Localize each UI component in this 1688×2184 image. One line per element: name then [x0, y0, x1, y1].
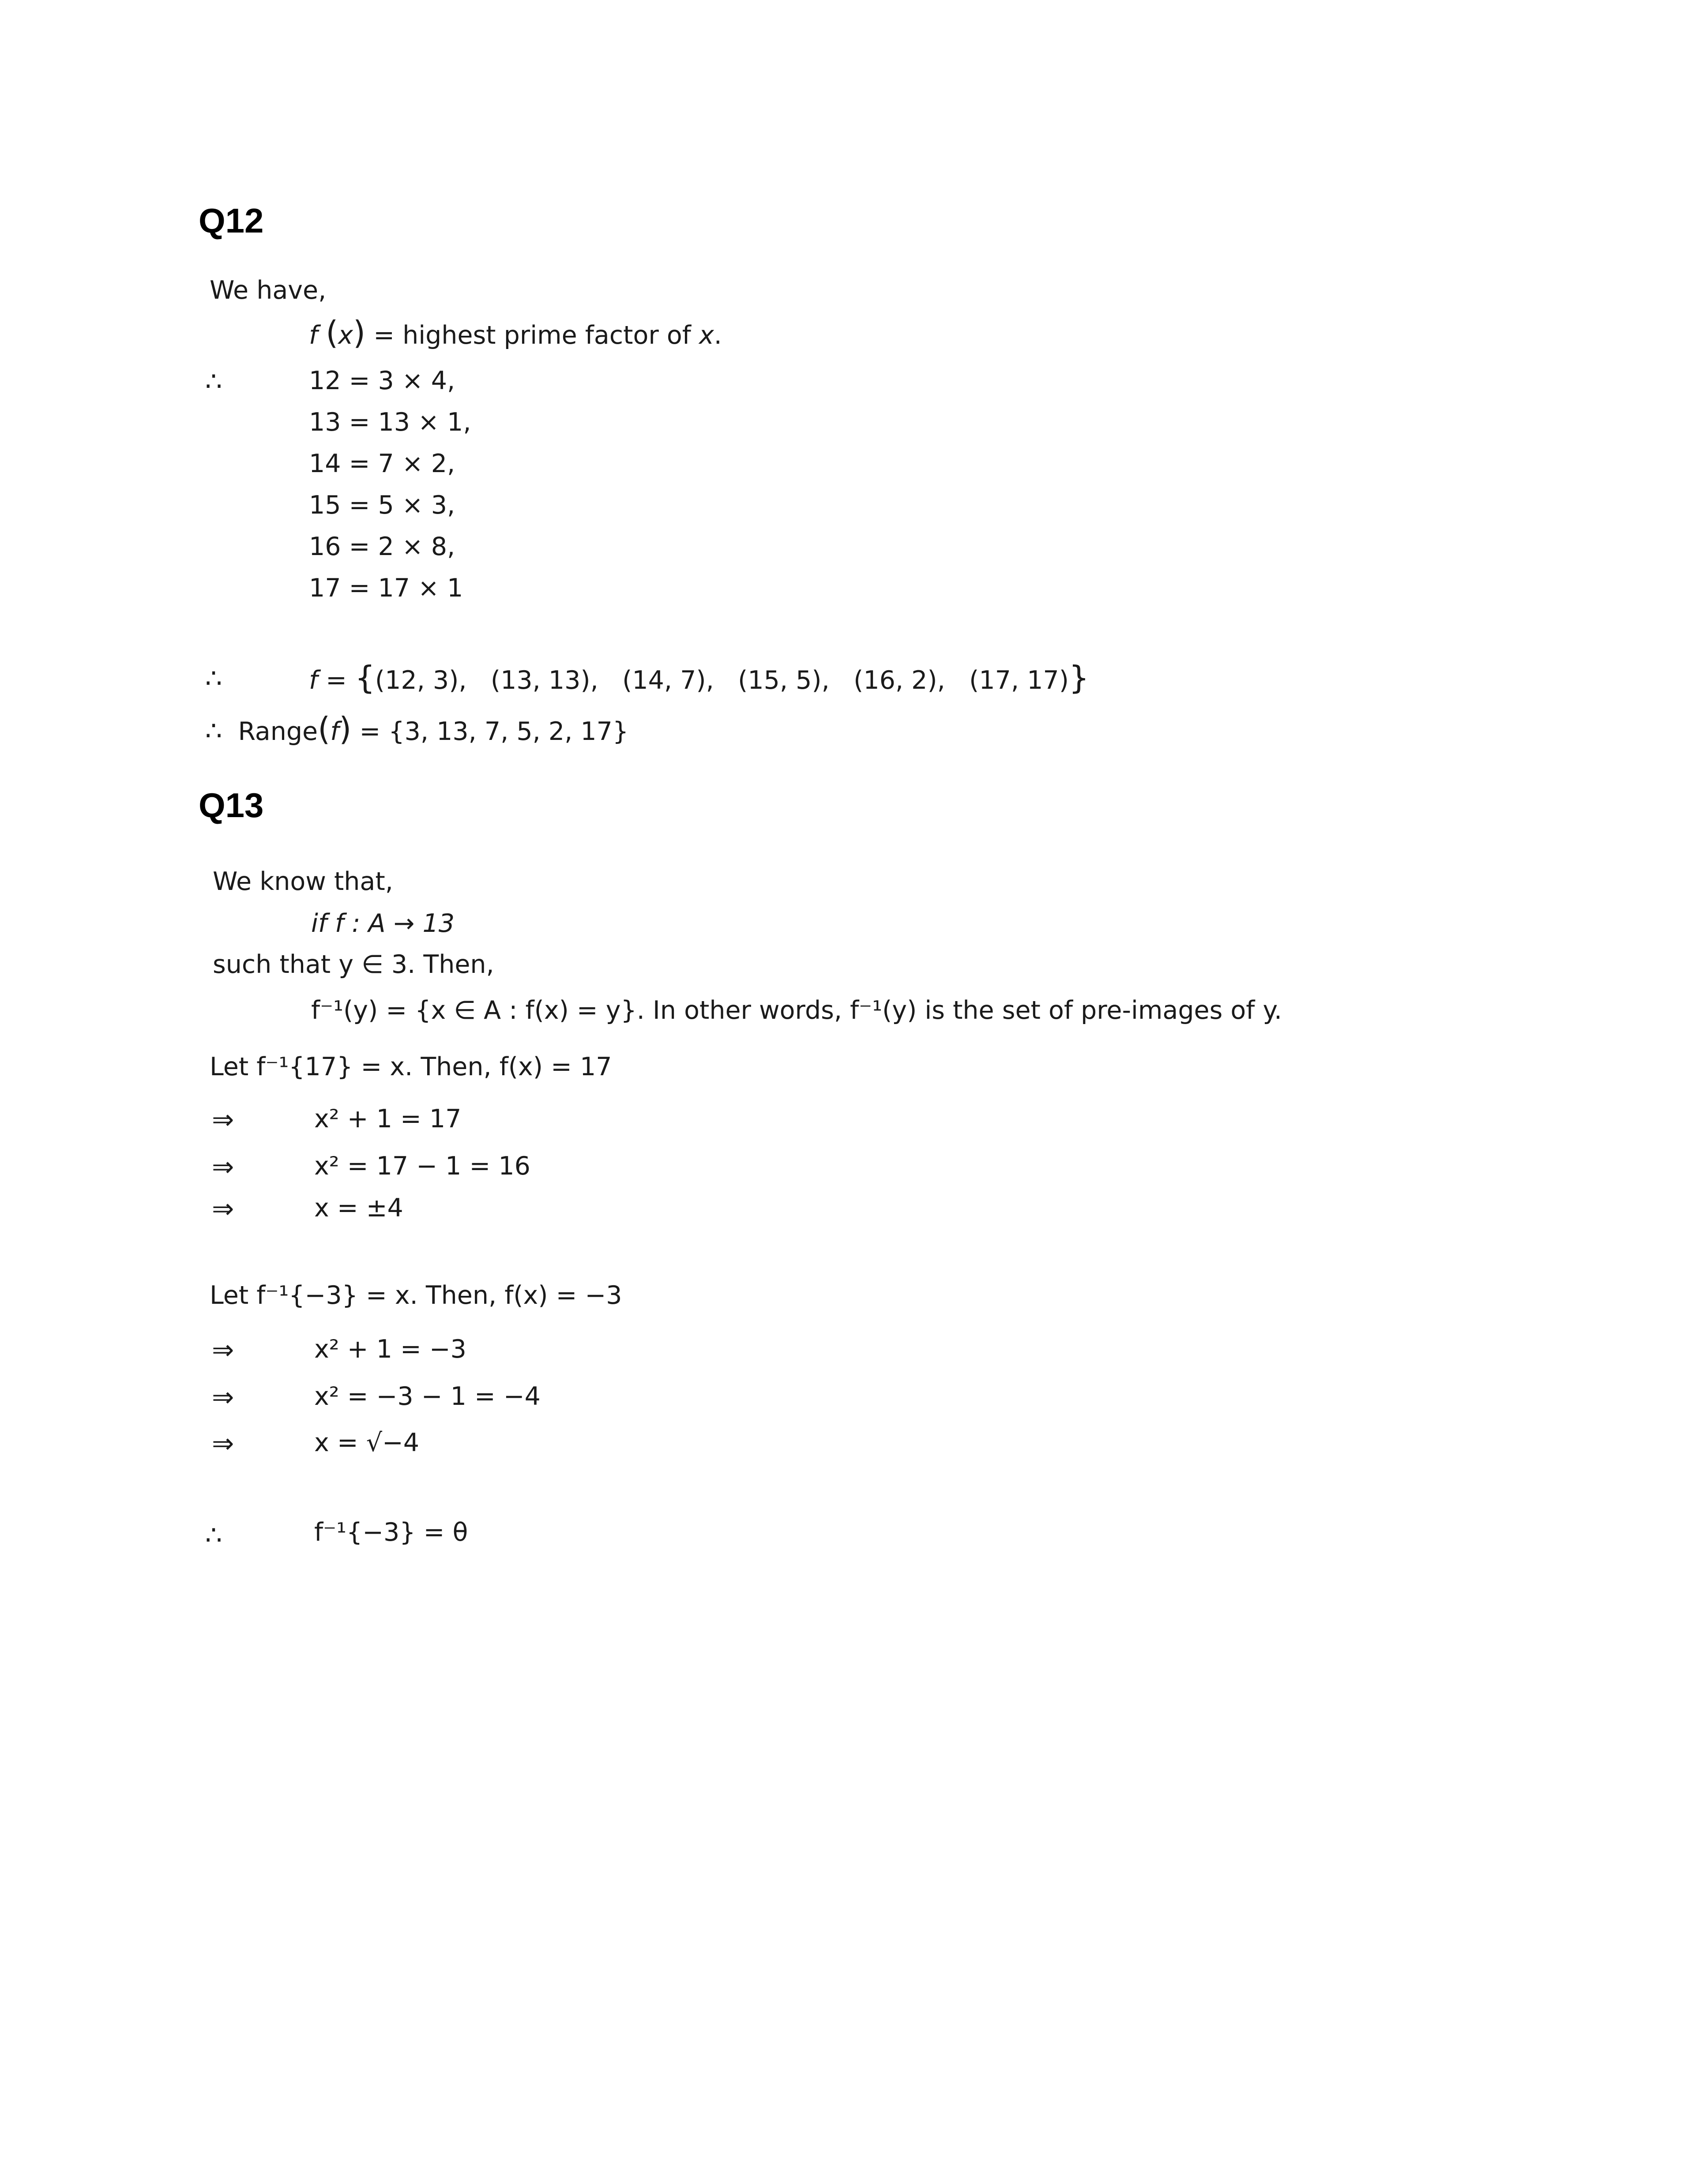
- q12-def-x2: x: [699, 321, 714, 350]
- q13-implies-symbol: ⇒: [212, 1152, 234, 1182]
- q12-range-line: ∴ Range(f) = {3, 13, 7, 5, 2, 17}: [205, 710, 629, 747]
- q13-if-line: if f : A → 13: [311, 909, 455, 938]
- q13-implies-symbol: ⇒: [212, 1193, 234, 1224]
- q12-function-pairs: f = {(12, 3), (13, 13), (14, 7), (15, 5), (16, 2), (17, 17)}: [309, 659, 1089, 696]
- q12-function-definition: f (x) = highest prime factor of x.: [309, 314, 722, 351]
- q12-factorization: 16 = 2 × 8,: [309, 532, 455, 561]
- q12-heading: Q12: [199, 201, 264, 240]
- q12-pair: (12, 3),: [375, 666, 467, 695]
- q13-therefore-symbol: ∴: [205, 1520, 222, 1551]
- q12-def-end: .: [714, 321, 722, 350]
- q12-pair: (13, 13),: [490, 666, 598, 695]
- q13-inverse-definition: f⁻¹(y) = {x ∈ A : f(x) = y}. In other words, f⁻¹(y) is the set of pre-images of y.: [311, 996, 1282, 1025]
- q12-factorization: 15 = 5 × 3,: [309, 491, 455, 520]
- q12-pair: (15, 5),: [738, 666, 830, 695]
- q12-intro: We have,: [210, 276, 327, 305]
- q13-implies-symbol: ⇒: [212, 1382, 234, 1413]
- q13-step: x = ±4: [314, 1193, 403, 1223]
- q12-range-set: {3, 13, 7, 5, 2, 17}: [388, 717, 629, 746]
- q12-pairs-lhs: f =: [309, 666, 355, 695]
- q12-range-f: f: [330, 717, 339, 746]
- q13-step: x² + 1 = −3: [314, 1335, 466, 1364]
- q13-heading: Q13: [199, 786, 264, 825]
- q12-factorization: 14 = 7 × 2,: [309, 449, 455, 478]
- q13-step: x² = −3 − 1 = −4: [314, 1382, 541, 1411]
- q12-factorization: 12 = 3 × 4,: [309, 366, 455, 395]
- q12-therefore-symbol: ∴: [205, 716, 222, 747]
- q13-step: x = √−4: [314, 1428, 420, 1457]
- q12-def-f: f: [309, 321, 318, 350]
- q12-pair: (17, 17): [969, 666, 1069, 695]
- q12-therefore-symbol: ∴: [205, 663, 222, 694]
- q13-let-17: Let f⁻¹{17} = x. Then, f(x) = 17: [210, 1052, 612, 1081]
- q13-intro: We know that,: [213, 867, 393, 896]
- q13-implies-symbol: ⇒: [212, 1104, 234, 1135]
- q12-pair: (16, 2),: [853, 666, 945, 695]
- q13-step: x² + 1 = 17: [314, 1104, 462, 1133]
- q13-implies-symbol: ⇒: [212, 1335, 234, 1366]
- q13-step: x² = 17 − 1 = 16: [314, 1152, 530, 1181]
- q12-def-rest: = highest prime factor of: [365, 321, 699, 350]
- q12-factorization: 13 = 13 × 1,: [309, 408, 471, 437]
- q12-factorization: 17 = 17 × 1: [309, 574, 463, 603]
- q13-implies-symbol: ⇒: [212, 1428, 234, 1459]
- q12-range-label: Range: [238, 717, 318, 746]
- q12-therefore-symbol: ∴: [205, 366, 222, 397]
- q12-def-x: x: [338, 321, 353, 350]
- q13-let-minus3: Let f⁻¹{−3} = x. Then, f(x) = −3: [210, 1281, 622, 1310]
- q13-such-that: such that y ∈ 3. Then,: [213, 950, 494, 979]
- q12-pair: (14, 7),: [622, 666, 714, 695]
- q13-conclusion: f⁻¹{−3} = θ: [314, 1518, 468, 1547]
